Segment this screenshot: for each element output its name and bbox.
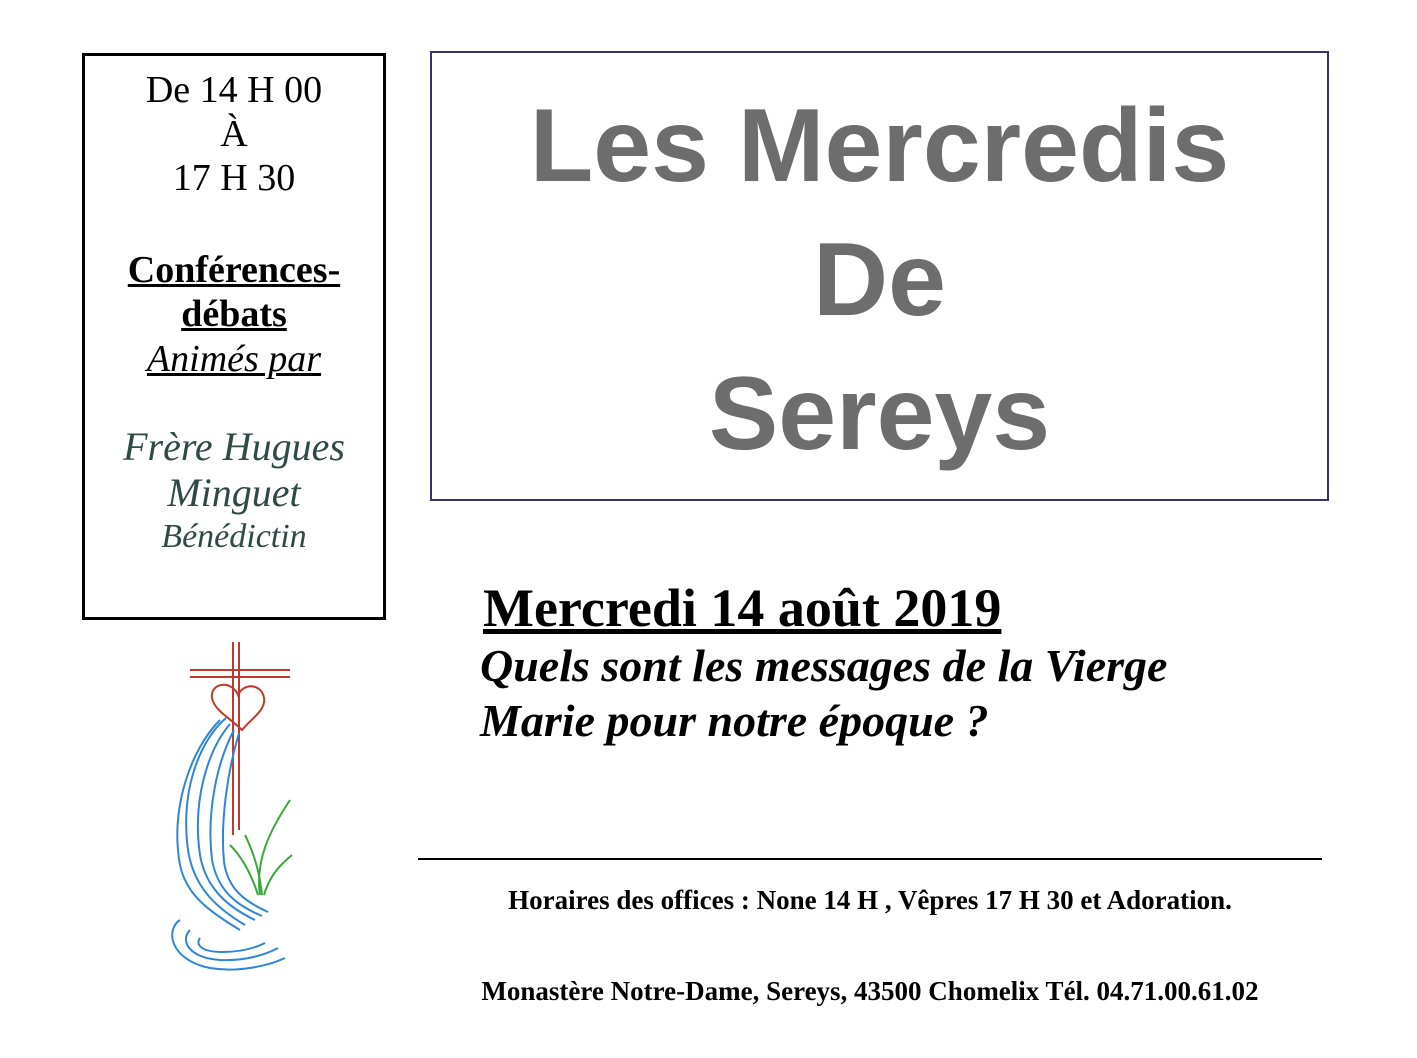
footer-divider <box>418 858 1322 860</box>
led-by-label: Animés par <box>146 338 322 380</box>
cross-heart-water-icon <box>160 640 300 985</box>
speaker-role: Bénédictin <box>161 518 307 555</box>
time-separator: À <box>220 113 248 155</box>
end-time: 17 H 30 <box>172 157 296 199</box>
speaker-name-line1: Frère Hugues <box>123 424 345 469</box>
question-line1: Quels sont les messages de la Vierge <box>480 640 1168 691</box>
title-line1: Les Mercredis <box>529 88 1230 204</box>
monastery-address: Monastère Notre-Dame, Sereys, 43500 Chomelix Tél. 04.71.00.61.02 <box>481 976 1259 1006</box>
speaker-name-line2: Minguet <box>167 470 301 515</box>
schedule-box <box>82 53 386 620</box>
event-type-line2: débats <box>181 293 287 335</box>
title-box <box>430 51 1329 501</box>
session-date: Mercredi 14 août 2019 <box>483 578 1002 638</box>
office-hours: Horaires des offices : None 14 H , Vêpres 17 H 30 et Adoration. <box>508 885 1232 915</box>
session-question <box>480 638 1340 748</box>
title-line3: Sereys <box>708 356 1051 472</box>
event-type-line1: Conférences- <box>127 249 341 291</box>
title-line2: De <box>813 222 946 338</box>
question-line2: Marie pour notre époque ? <box>480 695 989 746</box>
start-time: De 14 H 00 <box>145 69 323 111</box>
